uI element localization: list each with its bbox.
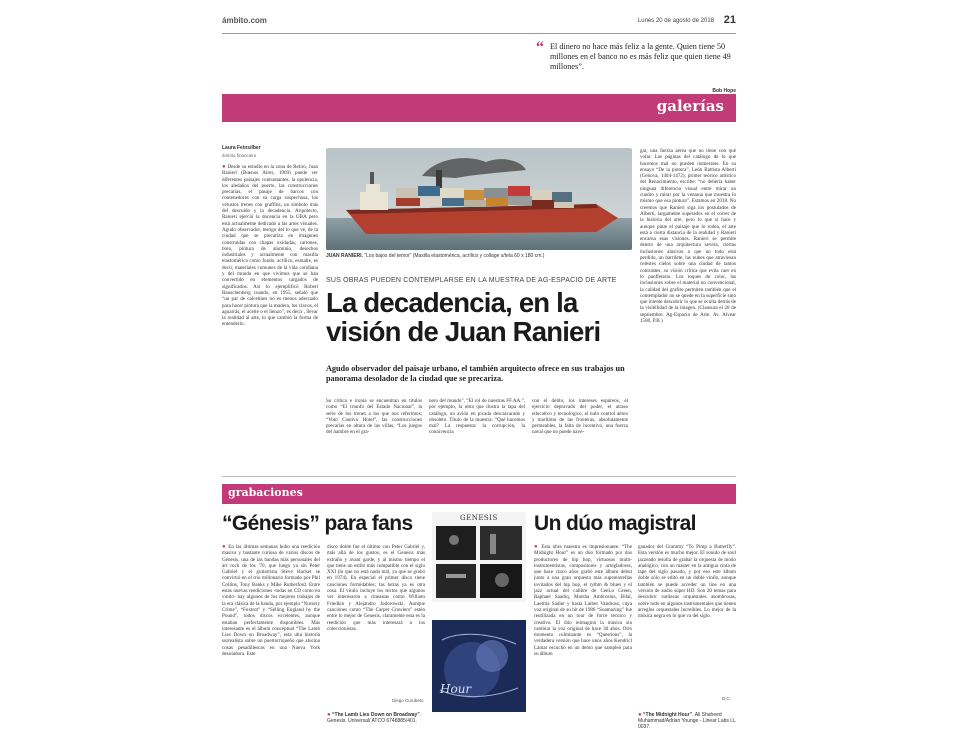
genesis-column-1: ● En las últimas semanas hubo una reedición masiva y bastante curiosa de varios discos de Génesis, una de las bandas más personales del art rock de los '70, que luego ya sin Peter Gabriel y el guitarrista Steve Hacket se convirtió en el trío millonario formado por Phil Collins, Tony Banks y Mike Rutherford. Entre estas nuevas reediciones -todas en CD como en vinilo- hay algunos de los mejores trabajos de la era clásica de la banda, por ejemplo “Nursery Crime”, “Foxtrot” y “Selling England by the Pound”, todos discos excelentes, aunque estaban perfectamente disponibles. Más interesante es el álbum conceptual “The Lamb Lies Down on Broadway”, esta ulta historia surrealista sobre un puertorriqueño que alucina cosas pesadillescas en una Nueva York desoladora. Este xyxy=(222,544,320,658)
bullet-icon: ● xyxy=(327,712,331,718)
caption-details: “Los bajos del temor” (Masilla elastomérica, acrílico y collage s/tela 60 x 180 cm.) xyxy=(364,253,545,259)
genesis-signer: Diego Curubeto xyxy=(392,698,424,703)
genesis-column-2: disco doble fue el último con Peter Gabriel y, más allá de los gustos, es el Genesis más extraño y avant garde, y al mismo tiempo el que tiene un estilo más compatible con el siglo XXI (lo que no está nada mal, ya que se grabó en 1974). En especial el primer disco tiene canciones formidables; las letras ya es otra cosa. El vinilo incluye los textos que algunos ver interesaron a cineastas como William Friedkin y Alejandro Jodorowski. Aunque canciones como “The Carpet Crawlers” estén entre lo mejor de Genesis, claramente esta es la reedición que más interesará a los coleccionistas. xyxy=(327,544,425,632)
genesis-logo-text: GENESIS xyxy=(460,514,498,522)
duo-column-2: ganador del Grammy “To Pimp a Butterfly”. Esta versión es mucho mejor. El sonido de soul jazzeado resulta de grabar la orquesta de modo analógico, con un master en la antigua cinta de tape del siglo pasado, y por eso este álbum doble sólo se editó en un doble vinilo, aunque también se puede acceder on line en una versión de audio súper HD. Son 20 temas para descubrir sutilezas orquestales asombrosas, sobre todo en algunos instrumentales que tienen arreglos orquestales increíbles. Lo mejor de la música negra en lo que va del siglo. xyxy=(638,544,736,620)
genesis-album-cover xyxy=(432,512,526,602)
album2-text: Hour xyxy=(440,682,472,696)
bullet-icon: ● xyxy=(222,164,226,170)
bullet-icon: ● xyxy=(534,544,539,550)
article-column-3: nero del mundo”, “El rol de nuestras FF.AA.”, por ejemplo, la obra que ilustra la tapa del catálogo, un avión en picada descascarado y obsoleto. Título de la muestra: “Qué hacemos mal? La respuesta: la corrupción, la connivencia xyxy=(429,398,525,436)
duo-signer: D.C. xyxy=(722,696,731,701)
artwork-image xyxy=(326,148,632,250)
duo-column-1: ● Esta obra maestra es impresionante. “The Midnight Hour” es un dúo formado por dos productores de hip hop, virtuosos multi-instrumentistas, compositores y arregladores, que hace cinco años grabó este álbum debut junto a una gran orquesta más superestrellas invitados del hip hop, el rythm & blues y el jazz actual del calibre de CeeLo Green, Raphael Saadiq, Marsha Ambrosius, Bilal, Laetitia Sadier y hasta Luther Vandross, cuya voz original de su hit de 1986 “Soamazing” fue reutilizada en un tour de force técnico y creativo. El dúo reimaginó la música sin cambiar la voz original de hace 30 años. Otro momento culminante es “Questions”, la verdadera versión que hace unos años Kendricl Lamar escuchó en un demo que sampleó para su álbum xyxy=(534,544,632,658)
page-number: 21 xyxy=(723,14,736,26)
section-title-grabaciones: grabaciones xyxy=(228,486,303,499)
article-column-4: con el delito, los intereses espúreos, el ejercicio depravado del poder, el atraso educativo y tecnológico, el nulo control aéreo y marítimo de las fronteras, absolutamente permeables, la falta de incentivo, una fuerza naval que no puede nave- xyxy=(532,398,628,436)
midnight-hour-album-cover xyxy=(432,620,526,712)
genesis-headline: “Génesis” para fans xyxy=(222,512,413,535)
byline-publication: ámbito financiero xyxy=(222,153,257,158)
dateline: Lunes 20 de agosto de 2018 xyxy=(637,18,714,24)
quote-text: El dinero no hace más feliz a la gente. Quien tiene 50 millones en el banco no es más feliz que quien tiene 49 millones”. xyxy=(550,42,731,71)
masthead xyxy=(222,12,736,34)
section-band-galerias xyxy=(222,94,736,122)
article-column-5: gar, una fuerza aérea que no tiene con qué volar. Las páginas del catálogo de lo que hacemos mal no pueden numerarse. En su ensayo “De la pintura”, León Battista Alberti (Génova, 1404-1472), primer teórico artístico del Renacimiento, escribe: “no debería haber ninguna diferencia visual entre mirar un cuadro y mirar por la ventana que muestra lo mismo que esa pintura”. Estamos en 2018. No creemos que Ranieri siga los postulados de Alberti, largamente superados en el correr de la historia del arte, pero lo que sí hace y aunque pinte el paisaje que lo rodea, el arte está a cierta distancia de la realidad y Ranieri encarna esas visiones. Ranieri se permite dentro de una arquitectura severa, ciertas inclusiones alusivas a que no todo está perdido, un barrilete, las nubes que atraviesan celestes cielos sobre una ciudad de tantos contrastes, su visión crítica que evita caer en lo panfletario. Los toques de color, las inclusiones sobre el material no convencional, la calidad del grafito permiten también que el contemplador no se quede en la superficie sino que intente descubrir lo que se oculta detrás de la visibilidad de la imagen. (Clausura el 28 de septiembre. Ag-Espacio de Arte. Av. Alvear 1580, P.B.) xyxy=(640,148,736,325)
duo-headline: Un dúo magistral xyxy=(534,512,696,535)
newspaper-page xyxy=(222,12,736,747)
section-band-grabaciones xyxy=(222,484,736,504)
byline-author: Laura Feinsilber xyxy=(222,145,261,151)
article-column-2: Su crítica e ironía se encuentran en títulos como “El triunfo del Estado Nacional”, la serie de los trenes a los que nos referimos; “Voto Cautivo Hotel”, las construcciones precarias en altura de las villas, “Los juegos del hambre en el gra- xyxy=(326,398,422,436)
bullet-icon: ● xyxy=(222,544,227,550)
genesis-credit: ● “The Lamb Lies Down on Broadway”. Genesis. Universal/ ATCO 6748885/401. xyxy=(327,712,422,724)
article-kicker: SUS OBRAS PUEDEN CONTEMPLARSE EN LA MUESTRA DE AG-ESPACIO DE ARTE xyxy=(326,277,617,284)
site-logo[interactable]: ámbito.com xyxy=(222,16,267,25)
caption-artist: JUAN RANIERI. xyxy=(326,253,363,259)
quote-mark-icon: “ xyxy=(536,39,544,56)
section-title-galerias: galerías xyxy=(656,97,724,115)
bullet-icon: ● xyxy=(638,712,642,718)
article-headline: La decadencia, en la visión de Juan Ranieri xyxy=(326,287,601,347)
artwork-caption xyxy=(326,253,632,259)
quote-author: Bob Hope xyxy=(712,88,736,94)
duo-credit: ● “The Midnight Hour”. Ali Shaheed Muhammad/Adrian Younge - Linear Labs LL 0037. xyxy=(638,712,736,730)
section-divider xyxy=(222,476,736,477)
article-deck: Agudo observador del paisaje urbano, el también arquitecto ofrece en sus trabajos un panorama desolador de la ciudad que se precariza. xyxy=(326,364,625,383)
article-column-1: ● Desde su estudio en la zona de Retiro, Juan Ranieri (Buenos Aires, 1969) puede ver diferentes paisajes contrastantes, la opulencia, los aledaños del puerto, las construcciones precarias, el pasaje de barcos con contenedores con su carga sospechosa, los vetustos trenes con graffitis, un símbolo más del descuido y la decadencia. Arquitecto, Ranieri ejerció la docencia en la UBA pero está actualmente dedicado a las artes visuales. Agudo observador, testigo del lo que ve, de la ciudad que se precariza en imágenes construidas con chapas oxidadas, cartones, brea, pintura de aluminio, desechos industriales y actualmente con masilla elastomérica como fondo, acrílico, esmalte, es decir, materiales comunes de la vida cotidiana y del mundo en que vivimos que se han convertido en elementos cargados de significados. Así lo ejemplificó Robert Rauschenberg cuando, en 1955, señaló que “un par de calcetines no es menos adecuado para hacer pintura que la madera, los clavos, el aguarrás, el aceite o el lienzo”, es decir , llevar la realidad al arte, lo que cambió la forma de entenderlo. xyxy=(222,164,318,328)
